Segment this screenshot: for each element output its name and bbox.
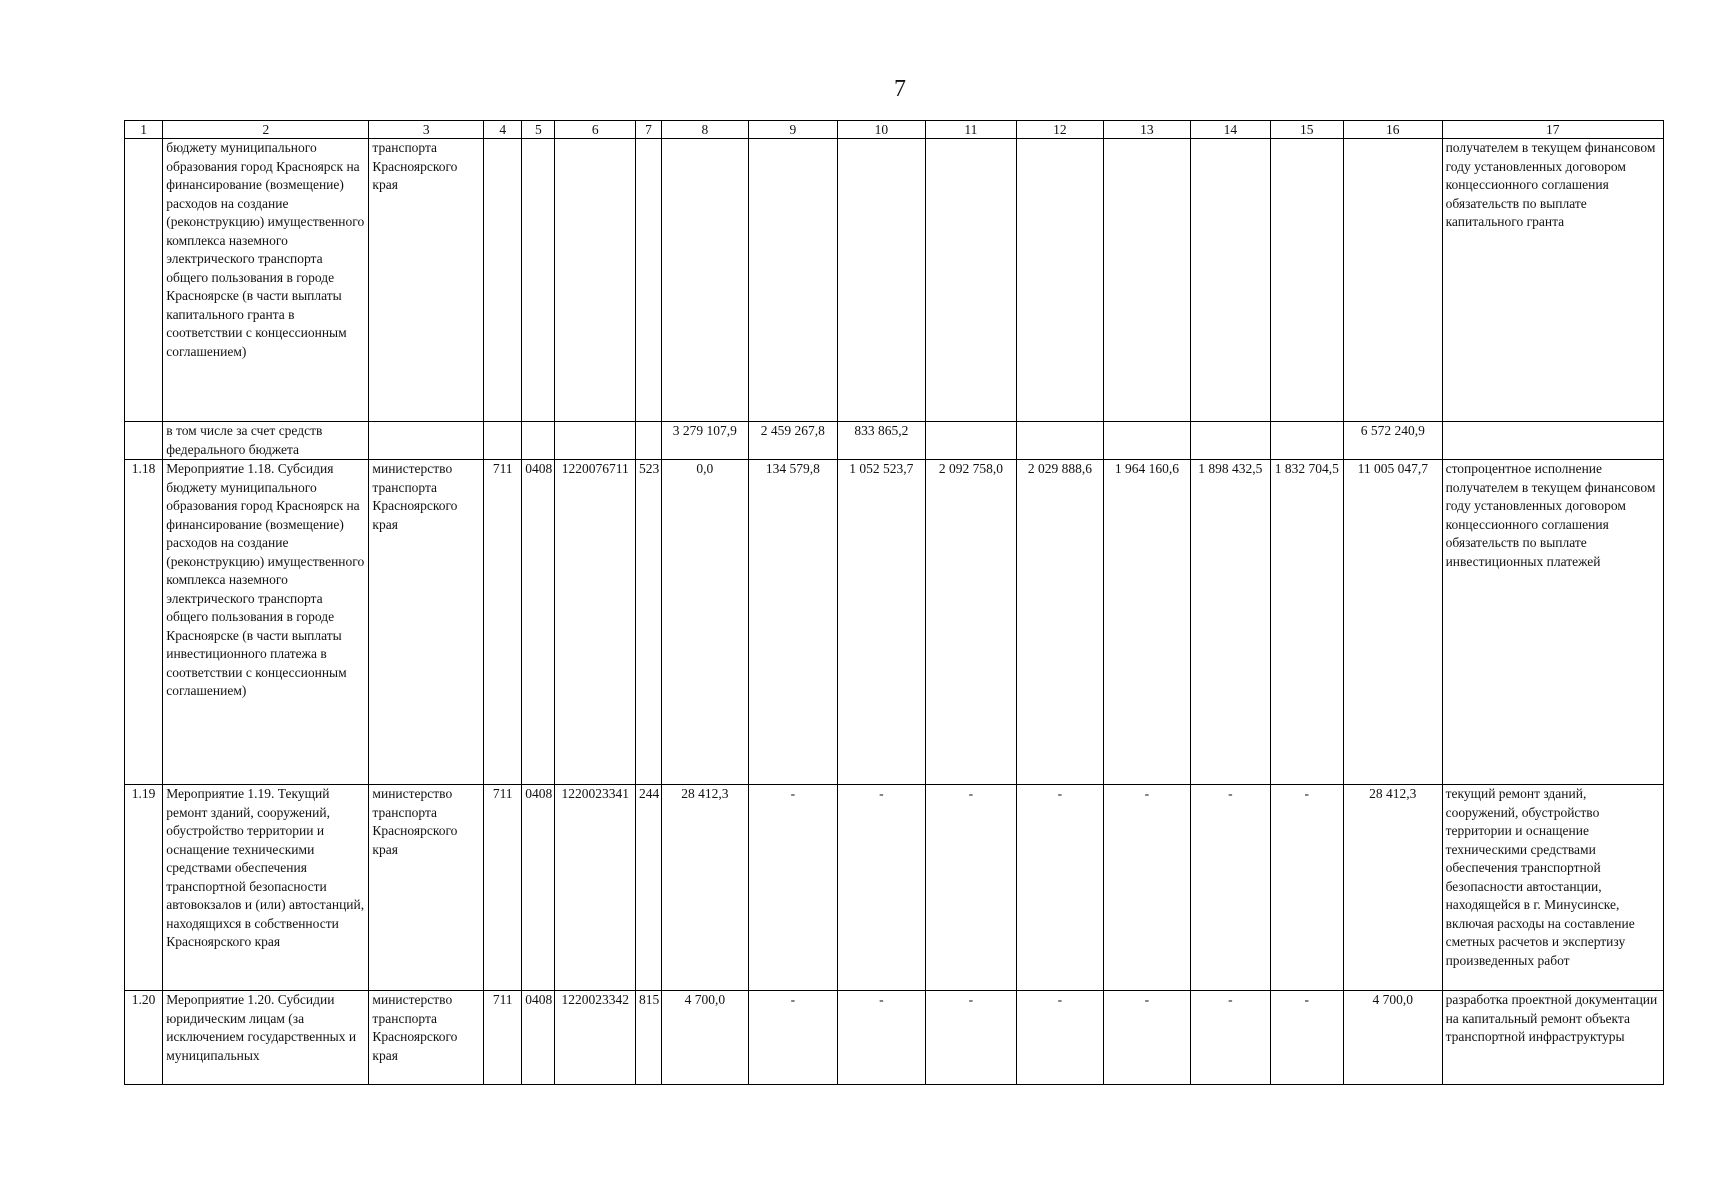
- amount-col-15: 1 832 704,5: [1270, 460, 1343, 785]
- amount-col-11: [925, 422, 1017, 460]
- measure-description: Мероприятие 1.20. Субсидии юридическим лицам (за исключением государственных и муниципальных: [163, 991, 369, 1085]
- expense-type-code: 815: [635, 991, 661, 1085]
- grbs-code: 711: [484, 785, 522, 991]
- measure-description: бюджету муниципального образования город Красноярск на финансирование (возмещение) расходов на создание (реконструкцию) имущественного комплекса наземного электрического транспорта общего пользования в городе Красноярске (в части выплаты капитального гранта в соответствии с концессионным соглашением): [163, 139, 369, 422]
- target-article-code: 1220023341: [555, 785, 635, 991]
- table-row: [125, 460, 1664, 785]
- amount-col-9: 134 579,8: [748, 460, 838, 785]
- executor: транспорта Красноярского края: [369, 139, 484, 422]
- amount-col-15: -: [1270, 991, 1343, 1085]
- amount-col-8: 4 700,0: [662, 991, 749, 1085]
- amount-col-13: -: [1103, 991, 1191, 1085]
- amount-col-11: 2 092 758,0: [925, 460, 1017, 785]
- amount-col-8: 28 412,3: [662, 785, 749, 991]
- executor: министерство транспорта Красноярского края: [369, 785, 484, 991]
- measure-description: Мероприятие 1.19. Текущий ремонт зданий, сооружений, обустройство территории и оснащение техническими средствами обеспечения транспортной безопасности автовокзалов и (или) автостанций, находящихся в собственности Красноярского края: [163, 785, 369, 991]
- column-header: 2: [163, 121, 369, 139]
- amount-total: 11 005 047,7: [1344, 460, 1443, 785]
- amount-col-10: 833 865,2: [838, 422, 926, 460]
- expected-result: разработка проектной документации на капитальный ремонт объекта транспортной инфраструктуры: [1442, 991, 1663, 1085]
- amount-col-15: -: [1270, 785, 1343, 991]
- amount-col-15: [1270, 139, 1343, 422]
- measure-description: в том числе за счет средств федерального бюджета: [163, 422, 369, 460]
- row-number: 1.18: [125, 460, 163, 785]
- target-article-code: [555, 422, 635, 460]
- column-header: 15: [1270, 121, 1343, 139]
- section-code: 0408: [522, 785, 555, 991]
- amount-col-10: -: [838, 991, 926, 1085]
- measure-description: Мероприятие 1.18. Субсидия бюджету муниципального образования город Красноярск на финансирование (возмещение) расходов на создание (реконструкцию) имущественного комплекса наземного электрического транспорта общего пользования в городе Красноярске (в части выплаты инвестиционного платежа в соответствии с концессионным соглашением): [163, 460, 369, 785]
- column-header: 13: [1103, 121, 1191, 139]
- column-header: 12: [1017, 121, 1104, 139]
- row-number: [125, 139, 163, 422]
- amount-col-12: -: [1017, 785, 1104, 991]
- amount-col-14: -: [1191, 785, 1270, 991]
- row-number: 1.19: [125, 785, 163, 991]
- amount-col-11: -: [925, 785, 1017, 991]
- amount-total: 4 700,0: [1344, 991, 1443, 1085]
- amount-col-14: 1 898 432,5: [1191, 460, 1270, 785]
- amount-col-9: -: [748, 991, 838, 1085]
- expected-result: стопроцентное исполнение получателем в текущем финансовом году установленных договором концессионного соглашения обязательств по выплате инвестиционных платежей: [1442, 460, 1663, 785]
- amount-col-12: -: [1017, 991, 1104, 1085]
- executor: министерство транспорта Красноярского края: [369, 460, 484, 785]
- amount-col-14: [1191, 422, 1270, 460]
- column-header: 1: [125, 121, 163, 139]
- grbs-code: 711: [484, 991, 522, 1085]
- expected-result: текущий ремонт зданий, сооружений, обустройство территории и оснащение техническими средствами обеспечения транспортной безопасности автостанции, находящейся в г. Минусинске, включая расходы на составление сметных расчетов и экспертизу произведенных работ: [1442, 785, 1663, 991]
- table-row: [125, 785, 1664, 991]
- column-header: 8: [662, 121, 749, 139]
- executor: [369, 422, 484, 460]
- amount-col-9: [748, 139, 838, 422]
- column-header: 11: [925, 121, 1017, 139]
- amount-col-8: 3 279 107,9: [662, 422, 749, 460]
- amount-col-10: [838, 139, 926, 422]
- column-header: 10: [838, 121, 926, 139]
- amount-col-13: -: [1103, 785, 1191, 991]
- section-code: [522, 139, 555, 422]
- amount-col-11: [925, 139, 1017, 422]
- column-header: 9: [748, 121, 838, 139]
- target-article-code: [555, 139, 635, 422]
- table-row: [125, 422, 1664, 460]
- grbs-code: [484, 139, 522, 422]
- amount-col-10: -: [838, 785, 926, 991]
- expense-type-code: 523: [635, 460, 661, 785]
- amount-total: 6 572 240,9: [1344, 422, 1443, 460]
- amount-col-12: [1017, 422, 1104, 460]
- expense-type-code: 244: [635, 785, 661, 991]
- column-header: 5: [522, 121, 555, 139]
- expected-result: получателем в текущем финансовом году установленных договором концессионного соглашения обязательств по выплате капитального гранта: [1442, 139, 1663, 422]
- column-header: 7: [635, 121, 661, 139]
- amount-col-13: [1103, 139, 1191, 422]
- table-row: [125, 991, 1664, 1085]
- grbs-code: [484, 422, 522, 460]
- amount-total: 28 412,3: [1344, 785, 1443, 991]
- amount-col-14: -: [1191, 991, 1270, 1085]
- header-row: [125, 121, 1664, 139]
- grbs-code: 711: [484, 460, 522, 785]
- column-header: 4: [484, 121, 522, 139]
- column-header: 3: [369, 121, 484, 139]
- amount-col-9: 2 459 267,8: [748, 422, 838, 460]
- column-header: 14: [1191, 121, 1270, 139]
- section-code: 0408: [522, 460, 555, 785]
- amount-col-15: [1270, 422, 1343, 460]
- table-row: [125, 139, 1664, 422]
- amount-col-10: 1 052 523,7: [838, 460, 926, 785]
- expense-type-code: [635, 139, 661, 422]
- amount-col-13: 1 964 160,6: [1103, 460, 1191, 785]
- expense-type-code: [635, 422, 661, 460]
- amount-col-12: [1017, 139, 1104, 422]
- section-code: 0408: [522, 991, 555, 1085]
- row-number: [125, 422, 163, 460]
- target-article-code: 1220023342: [555, 991, 635, 1085]
- amount-col-12: 2 029 888,6: [1017, 460, 1104, 785]
- budget-table: [124, 120, 1664, 1085]
- target-article-code: 1220076711: [555, 460, 635, 785]
- executor: министерство транспорта Красноярского края: [369, 991, 484, 1085]
- section-code: [522, 422, 555, 460]
- column-header: 16: [1344, 121, 1443, 139]
- amount-col-13: [1103, 422, 1191, 460]
- amount-total: [1344, 139, 1443, 422]
- column-header: 6: [555, 121, 635, 139]
- amount-col-11: -: [925, 991, 1017, 1085]
- amount-col-14: [1191, 139, 1270, 422]
- amount-col-8: 0,0: [662, 460, 749, 785]
- page-number: 7: [894, 76, 906, 102]
- expected-result: [1442, 422, 1663, 460]
- amount-col-9: -: [748, 785, 838, 991]
- amount-col-8: [662, 139, 749, 422]
- row-number: 1.20: [125, 991, 163, 1085]
- column-header: 17: [1442, 121, 1663, 139]
